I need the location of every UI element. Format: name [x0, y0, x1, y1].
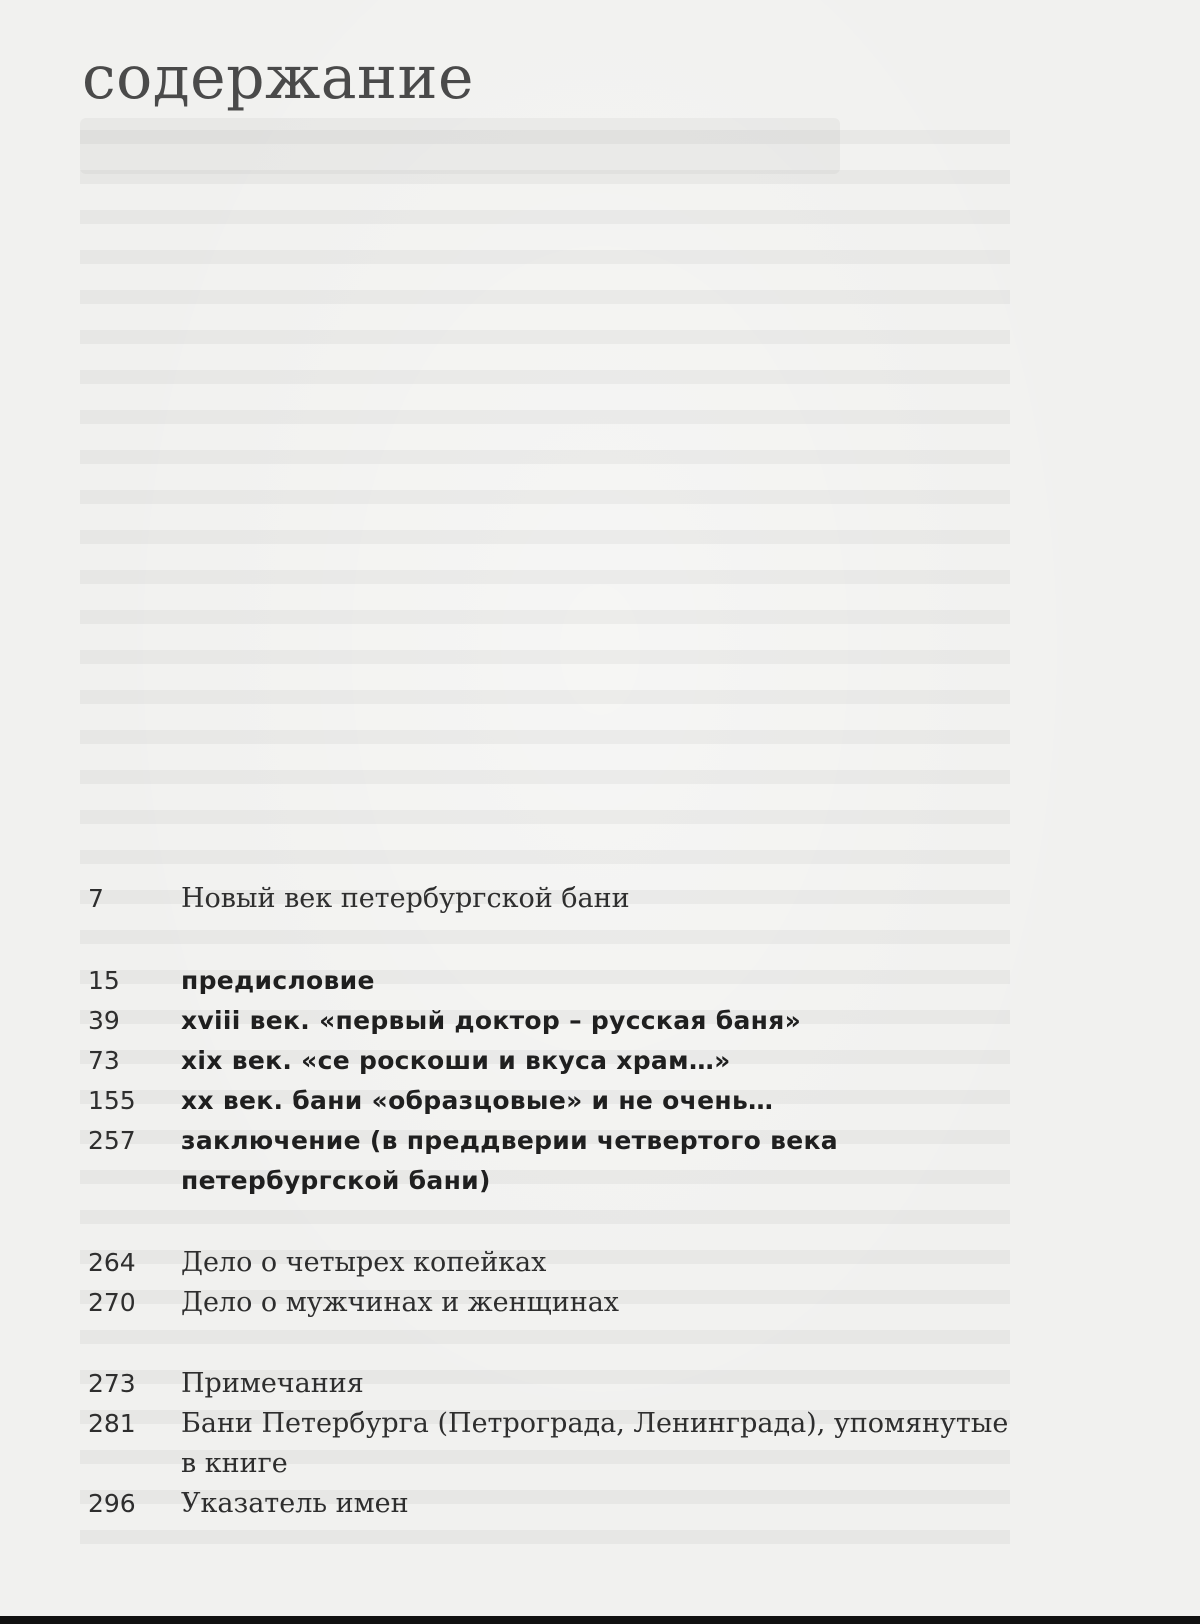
- toc-entry-title: xx век. бани «образцовые» и не очень…: [181, 1086, 774, 1115]
- toc-entry-title: Указатель имен: [181, 1488, 409, 1519]
- toc-entry-title: Новый век петербургской бани: [181, 883, 630, 914]
- toc-entry-title: Дело о четырех копейках: [181, 1247, 547, 1278]
- toc-page-number: 39: [88, 1006, 120, 1035]
- toc-entry-chapter-18: [0, 1001, 1200, 1041]
- toc-entry-chapter-20: [0, 1081, 1200, 1121]
- toc-entry-title-continued: петербургской бани): [181, 1166, 491, 1195]
- toc-entry-baths-list-continued: [0, 1444, 1200, 1484]
- toc-page-number: 273: [88, 1369, 136, 1398]
- toc-page-number: 155: [88, 1086, 136, 1115]
- toc-page-number: 264: [88, 1248, 136, 1277]
- toc-entry-intro: [0, 879, 1200, 919]
- toc-page-number: 296: [88, 1489, 136, 1518]
- toc-entry-case-four-kopecks: [0, 1243, 1200, 1283]
- toc-entry-preface: [0, 961, 1200, 1001]
- page-title: содержание: [82, 43, 475, 113]
- toc-entry-index: [0, 1484, 1200, 1524]
- toc-entry-title: Примечания: [181, 1368, 364, 1399]
- toc-entry-title: предисловие: [181, 966, 375, 995]
- toc-page-number: 270: [88, 1288, 136, 1317]
- toc-page-number: 7: [88, 884, 104, 913]
- toc-entry-title: xix век. «се роскоши и вкуса храм…»: [181, 1046, 731, 1075]
- toc-entry-title-continued: в книге: [181, 1448, 288, 1479]
- toc-page-number: 15: [88, 966, 120, 995]
- toc-entry-conclusion: [0, 1121, 1200, 1161]
- toc-entry-title: Дело о мужчинах и женщинах: [181, 1287, 620, 1318]
- toc-entry-title: xviii век. «первый доктор – русская баня»: [181, 1006, 802, 1035]
- page-bottom-edge: [0, 1616, 1200, 1624]
- toc-page-number: 281: [88, 1409, 136, 1438]
- toc-entry-baths-list: [0, 1404, 1200, 1444]
- toc-entry-conclusion-continued: [0, 1161, 1200, 1201]
- toc-page-number: 257: [88, 1126, 136, 1155]
- show-through-text: [80, 130, 1010, 1550]
- toc-entry-case-men-women: [0, 1283, 1200, 1323]
- toc-entry-title: заключение (в преддверии четвертого века: [181, 1126, 838, 1155]
- toc-entry-notes: [0, 1364, 1200, 1404]
- toc-entry-chapter-19: [0, 1041, 1200, 1081]
- toc-page-number: 73: [88, 1046, 120, 1075]
- toc-entry-title: Бани Петербурга (Петрограда, Ленинграда), упомянутые: [181, 1408, 1009, 1439]
